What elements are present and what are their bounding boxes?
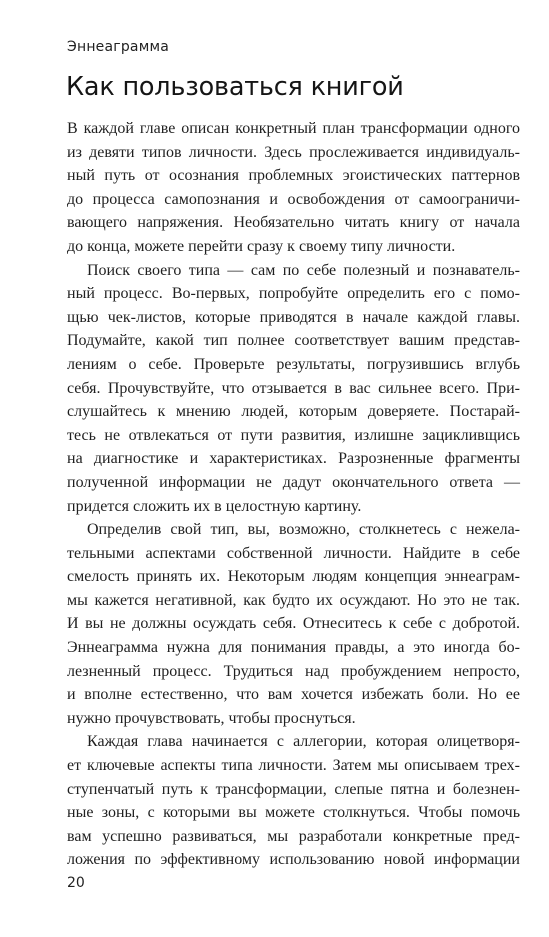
- paragraph: [67, 117, 520, 259]
- text-line: лениям о себе. Проверьте результаты, погрузившись вглубь: [67, 355, 520, 373]
- text-line: Определив свой тип, вы, возможно, столкнетесь с нежела-: [87, 521, 520, 539]
- text-line: ный процесс. Во-первых, попробуйте определить его с помо-: [67, 285, 520, 303]
- text-line: полученной информации не дадут окончательного ответа —: [67, 473, 520, 491]
- text-line: ные зоны, с которыми вы можете столкнуться. Чтобы помочь: [67, 804, 520, 822]
- body-text: [67, 117, 520, 872]
- text-line: ный путь от осознания проблемных эгоистических паттернов: [67, 167, 520, 185]
- page-number: 20: [67, 875, 85, 891]
- text-line: И вы не должны осуждать себя. Отнеситесь к себе с добротой.: [67, 615, 520, 633]
- text-line: В каждой главе описан конкретный план трансформации одного: [67, 120, 520, 137]
- text-line: нужно прочувствовать, чтобы проснуться.: [67, 709, 356, 727]
- text-line: ет ключевые аспекты типа личности. Затем мы описываем трех-: [67, 757, 520, 775]
- text-line: придется сложить их в целостную картину.: [67, 497, 362, 515]
- text-line: Поиск своего типа — сам по себе полезный и познаватель-: [87, 261, 520, 279]
- text-line: Эннеаграмма нужна для понимания правды, а это иногда бо-: [67, 639, 520, 657]
- text-line: и вполне естественно, что вам хочется избежать боли. Но ее: [67, 686, 520, 704]
- text-line: слушайтесь к мнению людей, которым доверяете. Постарай-: [67, 403, 520, 421]
- text-line: мы кажется негативной, как будто их осуждают. Но это не так.: [67, 591, 520, 609]
- text-line: до конца, можете перейти сразу к своему типу личности.: [67, 237, 456, 255]
- text-line: из девяти типов личности. Здесь прослеживается индивидуаль-: [67, 143, 520, 161]
- text-line: смелость принять их. Некоторым людям концепция эннеаграм-: [67, 568, 520, 586]
- text-line: Подумайте, какой тип полнее соответствует вашим представ-: [67, 332, 520, 350]
- text-line: ложения по эффективному использованию новой информации: [67, 851, 520, 869]
- paragraph: [67, 518, 520, 730]
- chapter-title: Как пользоваться книгой: [66, 72, 404, 102]
- text-line: на диагностике и характеристиках. Разрозненные фрагменты: [67, 450, 520, 468]
- text-line: тесь не отвлекаться от пути развития, излишне зацикливщись: [67, 426, 520, 444]
- text-line: вающего напряжения. Необязательно читать книгу от начала: [67, 214, 520, 232]
- text-line: Каждая глава начинается с аллегории, которая олицетворя-: [87, 733, 520, 751]
- paragraph: [67, 730, 520, 872]
- text-line: себя. Прочувствуйте, что отзывается в вас сильнее всего. При-: [67, 379, 520, 397]
- running-head: Эннеаграмма: [67, 39, 169, 55]
- paragraph: [67, 259, 520, 519]
- text-line: ступенчатый путь к трансформации, слепые пятна и болезнен-: [67, 780, 520, 798]
- text-line: щью чек-листов, которые приводятся в начале каждой главы.: [67, 308, 520, 326]
- text-line: лезненный процесс. Трудиться над пробуждением непросто,: [67, 662, 520, 680]
- text-line: тельными аспектами собственной личности. Найдите в себе: [67, 544, 520, 562]
- text-line: до процесса самопознания и освобождения от самоограничи-: [67, 190, 520, 208]
- text-line: вам успешно развиваться, мы разработали конкретные пред-: [67, 827, 520, 845]
